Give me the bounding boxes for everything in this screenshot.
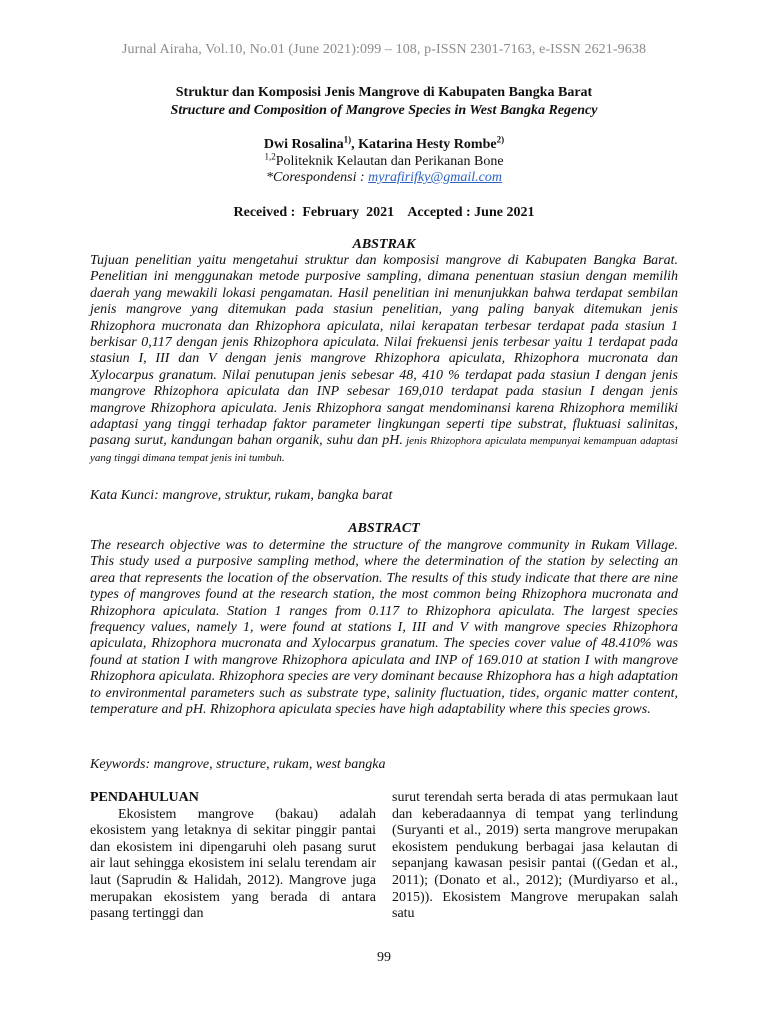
abstract-body: The research objective was to determine the structure of the mangrove community in Rukam Village. This study used a purposive sampling method, where the determination of the station by selecting an area that represents the location of the observation. The results of this study indicate that there are nine types of mangroves found at the research station, the most common being Rhizophora mucronata and Rhizophora apiculata. Station 1 ranges from 0.117 to Rhizophora apiculata. The largest species frequency values, namely 1, were found at stations I, III and V with mangrove species Rhizophora apiculata, Rhizophora mucronata and Xylocarpus granatum. The species cover value of 48.410% was found at station I with mangrove Rhizophora apiculata and INP of 169.010 at station I with mangrove Rhizophora apiculata. Rhizophora species are very dominant because Rhizophora has a high adaptation to environmental parameters such as substrate type, salinity fluctuation, tides, organic matter content, temperature and pH. Rhizophora apiculata species have high adaptability where this species grows. <box>90 538 678 718</box>
received-accepted-dates: Received : February 2021 Accepted : June 2021 <box>233 205 535 220</box>
author-separator: , <box>351 137 359 152</box>
affiliation <box>0 151 768 170</box>
abstrak-text: Tujuan penelitian yaitu mengetahui struktur dan komposisi mangrove di Kabupaten Bangka Barat. Penelitian ini menggunakan metode purposive sampling, dimana penentuan stasiun dengan memilih daerah yang mewakili lokasi pengamatan. Hasil penelitian ini menunjukkan bahwa terdapat sembilan jenis mangrove yang ditemukan pada stasiun penelitian, yang paling banyak ditemukan jenis Rhizophora mucronata dan Rhizophora apiculata, nilai kerapatan terbesar terdapat pada stasiun 1 berkisar 0,117 dengan jenis Rhizophora apiculata. Nilai frekuensi jenis terbesar yaitu 1 terdapat pada stasiun I, III dan V dengan jenis mangrove Rhizophora apiculata, Rhizophora mucronata dan Xylocarpus granatum. Nilai penutupan jenis sebesar 48, 410 % terdapat pada stasiun I dengan jenis mangrove Rhizophora apiculata dan INP sebesar 169,010 terdapat pada stasiun I dengan jenis mangrove Rhizophora apiculata. Jenis Rhizophora sangat mendominansi karena Rhizophora memiliki adaptasi yang tinggi terhadap faktor parameter lingkungan seperti tipe substrat, fluktuasi salinitas, pasang surut, kandungan bahan organik, suhu dan pH. <box>90 253 678 449</box>
page-number: 99 <box>377 950 391 965</box>
correspondence-label: *Corespondensi : <box>266 170 369 185</box>
intro-right-column <box>392 790 678 923</box>
abstrak-keywords: Kata Kunci: mangrove, struktur, rukam, bangka barat <box>90 488 393 503</box>
title-indonesian: Struktur dan Komposisi Jenis Mangrove di Kabupaten Bangka Barat <box>175 85 593 100</box>
correspondence <box>0 170 768 186</box>
journal-header: Jurnal Airaha, Vol.10, No.01 (June 2021):099 – 108, p-ISSN 2301-7163, e-ISSN 2621-9638 <box>121 42 647 57</box>
affiliation-superscript: 1,2 <box>264 151 276 162</box>
intro-heading: PENDAHULUAN <box>90 790 199 805</box>
abstract-keywords: Keywords: mangrove, structure, rukam, west bangka <box>90 757 386 772</box>
affiliation-name: Politeknik Kelautan dan Perikanan Bone <box>275 154 504 169</box>
author-line <box>0 134 768 153</box>
intro-left-column <box>90 790 376 923</box>
abstrak-heading: ABSTRAK <box>352 237 416 252</box>
intro-paragraph-continued: surut terendah serta berada di atas permukaan laut dan keberadaannya di tempat yang terlindung (Suryanti et al., 2019) serta mangrove merupakan ekosistem pendukung berbagai jasa kelautan di sepanjang kawasan pesisir pantai ((Gedan et al., 2011); (Donato et al., 2012); (Murdiyarso et al., 2015)). Ekosistem Mangrove merupakan salah satu <box>392 790 678 922</box>
abstract-heading: ABSTRACT <box>348 521 420 536</box>
abstrak-text-small: jenis Rhizophora apiculata mempunyai kemampuan adaptasi yang tinggi dimana tempat jenis ini tumbuh. <box>90 435 678 464</box>
author-superscript: 2) <box>496 134 505 145</box>
author-superscript: 1) <box>343 134 352 145</box>
title-english: Structure and Composition of Mangrove Species in West Bangka Regency <box>170 103 598 118</box>
author-name: Dwi Rosalina <box>263 137 344 152</box>
correspondence-email-link[interactable]: myrafirifky@gmail.com <box>368 170 502 185</box>
author-name: Katarina Hesty Rombe <box>358 137 497 152</box>
abstrak-body <box>90 253 678 466</box>
intro-paragraph: Ekosistem mangrove (bakau) adalah ekosistem yang letaknya di sekitar pinggir pantai dan ekosistem ini dipengaruhi oleh pasang surut air laut sehingga ekosistem ini selalu terendam air laut (Saprudin & Halidah, 2012). Mangrove juga merupakan ekosistem yang berada di antara pasang tertinggi dan <box>90 806 376 922</box>
